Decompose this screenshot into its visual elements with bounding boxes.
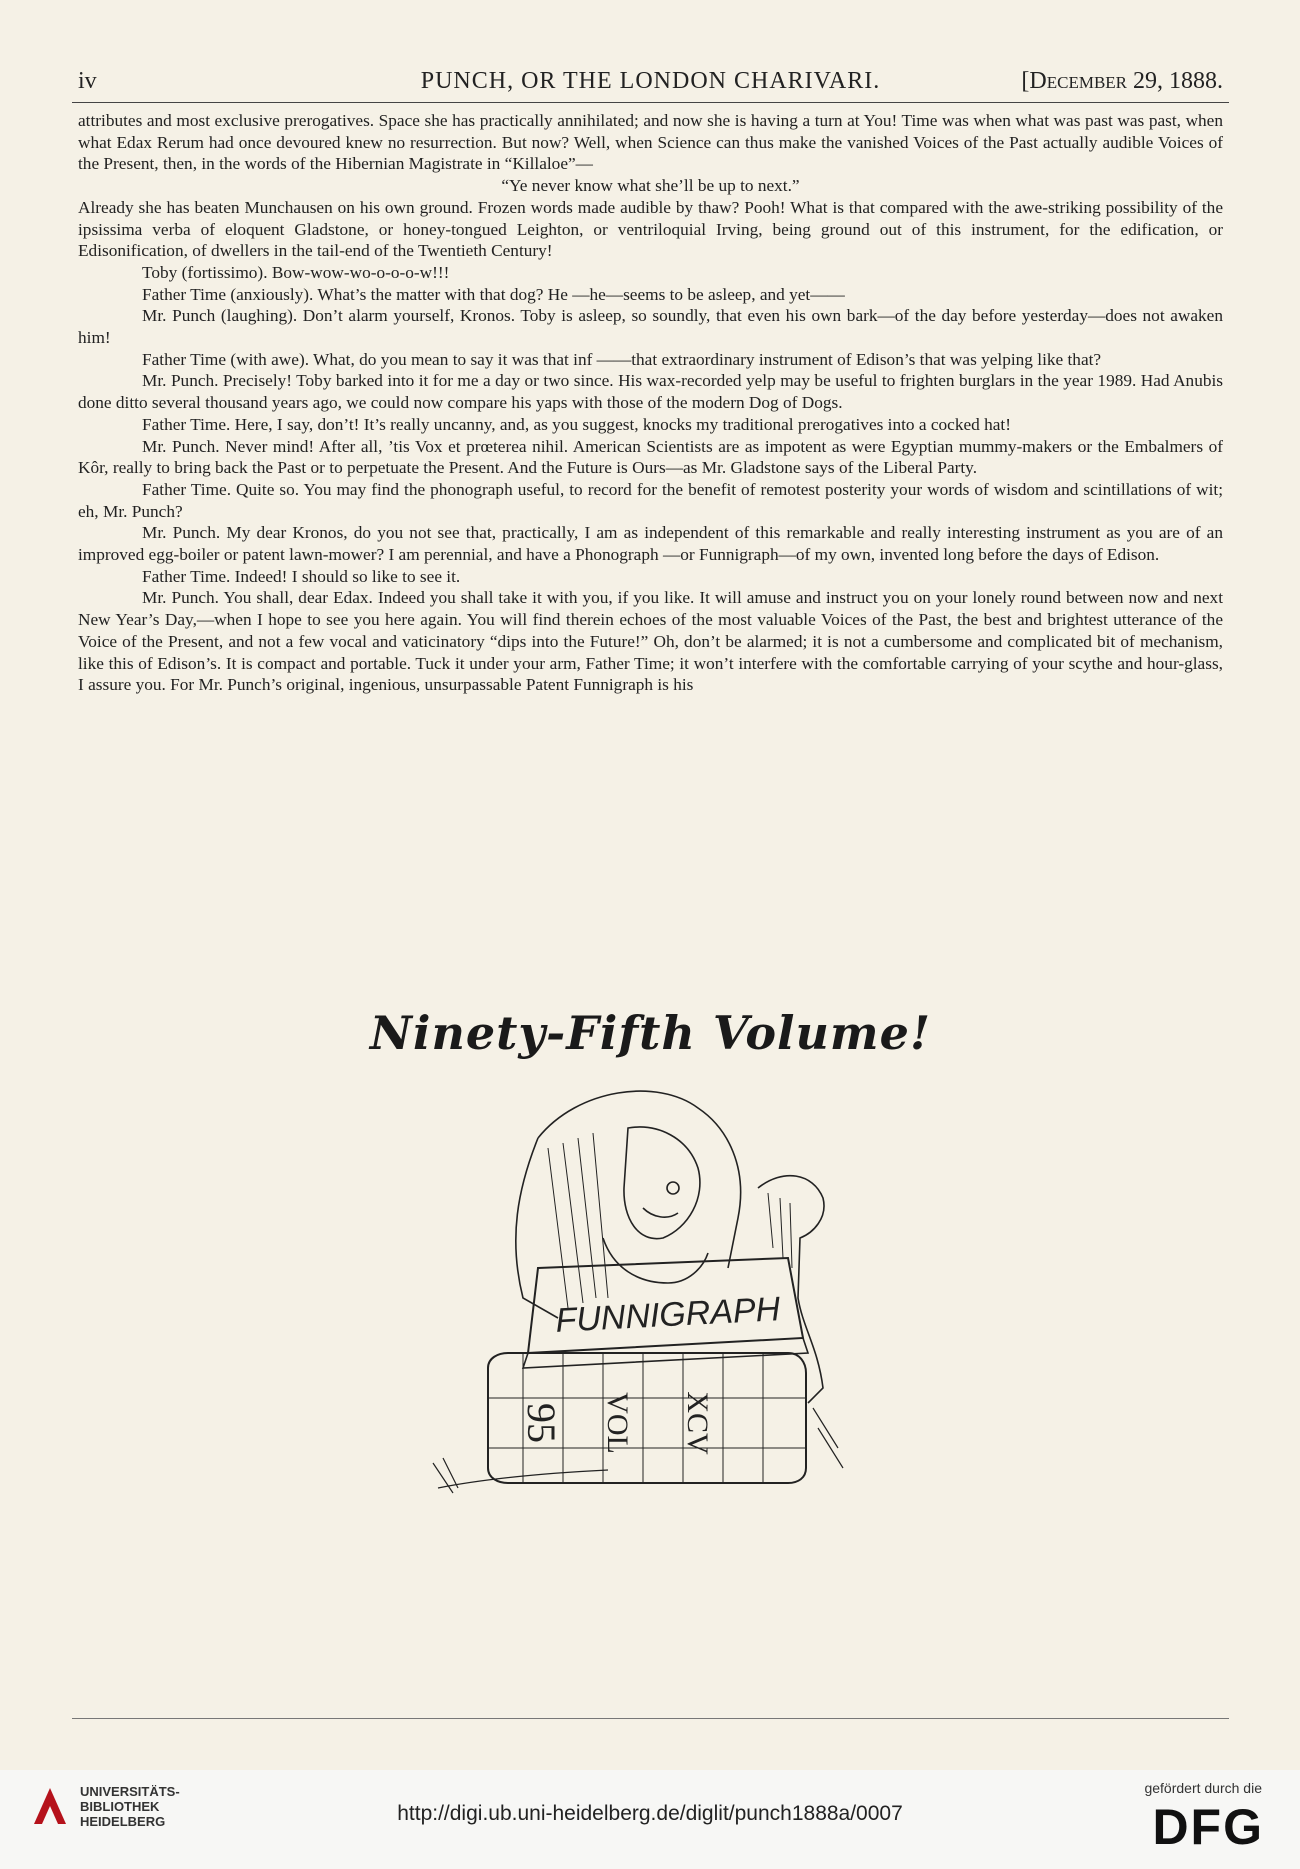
dialogue-line: Mr. Punch. My dear Kronos, do you not see that, practically, I am as independent of this remarkable and really interesting instrument as you are of an improved egg-boiler or patent lawn-mower? I am perennial, and have a Phonograph —or Funnigraph—of my own, invented long before the days of Edison. — [78, 523, 1223, 565]
masthead-title: PUNCH, OR THE LONDON CHARIVARI. — [420, 68, 881, 94]
dialogue-line: Toby (fortissimo). Bow-wow-wo-o-o-o-w!!! — [142, 262, 450, 282]
funnigraph-illustration — [428, 1068, 868, 1498]
header-rule — [72, 102, 1229, 103]
source-url[interactable]: http://digi.ub.uni-heidelberg.de/diglit/punch1888a/0007 — [397, 1802, 903, 1825]
dialogue-line: Father Time. Here, I say, don’t! It’s really uncanny, and, as you suggest, knocks my traditional prerogatives into a cocked hat! — [142, 414, 1011, 434]
article-body — [78, 110, 1223, 696]
book-label-xcv: XCV — [681, 1391, 714, 1455]
dialogue-line: Mr. Punch. Never mind! After all, ’tis Vox et prœterea nihil. American Scientists are as impotent as were Egyptian mummy-makers or the Embalmers of Kôr, really to bring back the Past or to perpetuate the Present. And the Future is Ours—as Mr. Gladstone says of the Liberal Party. — [78, 436, 1223, 478]
newspaper-page — [58, 58, 1243, 1718]
library-footer — [0, 1770, 1300, 1869]
book-number: 95 — [519, 1403, 564, 1443]
volume-headline: Ninety-Fifth Volume! — [369, 1006, 932, 1060]
dialogue-line: Father Time. Quite so. You may find the phonograph useful, to record for the benefit of remotest posterity your words of wisdom and scintillations of wit; eh, Mr. Punch? — [78, 479, 1223, 521]
book-label-vol: VOL — [601, 1392, 634, 1454]
box-label: FUNNIGRAPH — [554, 1290, 782, 1340]
page-header — [78, 68, 1223, 102]
library-name: UNIVERSITÄTS- BIBLIOTHEK HEIDELBERG — [80, 1784, 180, 1829]
paragraph: Already she has beaten Munchausen on his own ground. Frozen words made audible by thaw? Pooh! What is that compared with the awe-striking possibility of the ipsissima verba of eloquent Gladstone, or honey-tongued Leighton, or ventriloquial Irving, being ground out of this instrument, for the edification, or Edisonification, of dwellers in the tail-end of the Twentieth Century! — [78, 197, 1223, 261]
quote: “Ye never know what she’ll be up to next.” — [501, 176, 800, 196]
dfg-logo: DFG — [1152, 1799, 1264, 1855]
paragraph: attributes and most exclusive prerogatives. Space she has practically annihilated; and now she is having a turn at You! Time was when what was past was past, when what Edax Rerum had once devoured knew no resurrection. But now? Well, when Science can thus make the vanished Voices of the Past actually audible Voices of the Present, then, in the words of the Hibernian Magistrate in “Killaloe”— — [78, 111, 1223, 174]
dialogue-line: Father Time. Indeed! I should so like to see it. — [142, 566, 461, 586]
bottom-rule — [72, 1718, 1229, 1719]
dialogue-line: Mr. Punch (laughing). Don’t alarm yourself, Kronos. Toby is asleep, so soundly, that even his own bark—of the day before yesterday—does not awaken him! — [78, 306, 1223, 348]
issue-date: [December 29, 1888. — [1021, 68, 1223, 94]
dialogue-line: Mr. Punch. You shall, dear Edax. Indeed you shall take it with you, if you like. It will amuse and instruct you on your lonely round between now and next New Year’s Day,—when I hope to see you here again. You will find therein echoes of the most valuable Voices of the Past, the best and brightest utterance of the Voice of the Present, and not a few vocal and vaticinatory “dips into the Future!” Oh, don’t be alarmed; it is not a cumbersome and complicated bit of mechanism, like this of Edison’s. It is compact and portable. Tuck it under your arm, Father Time; it won’t interfere with the comfortable carrying of your scythe and hour-glass, I assure you. For Mr. Punch’s original, ingenious, unsurpassable Patent Funnigraph is his — [78, 588, 1223, 695]
dialogue-line: Father Time (with awe). What, do you mean to say it was that inf ——that extraordinary instrument of Edison’s that was yelping like that? — [142, 349, 1102, 369]
dialogue-line: Mr. Punch. Precisely! Toby barked into it for me a day or two since. His wax-recorded yelp may be useful to frighten burglars in the year 1989. Had Anubis done ditto several thousand years ago, we could now compare his yaps with those of the modern Dog of Dogs. — [78, 371, 1223, 413]
dialogue-line: Father Time (anxiously). What’s the matter with that dog? He —he—seems to be asleep, and yet—— — [142, 284, 845, 304]
page-number: iv — [78, 68, 97, 94]
funding-note: gefördert durch die — [1144, 1780, 1262, 1796]
